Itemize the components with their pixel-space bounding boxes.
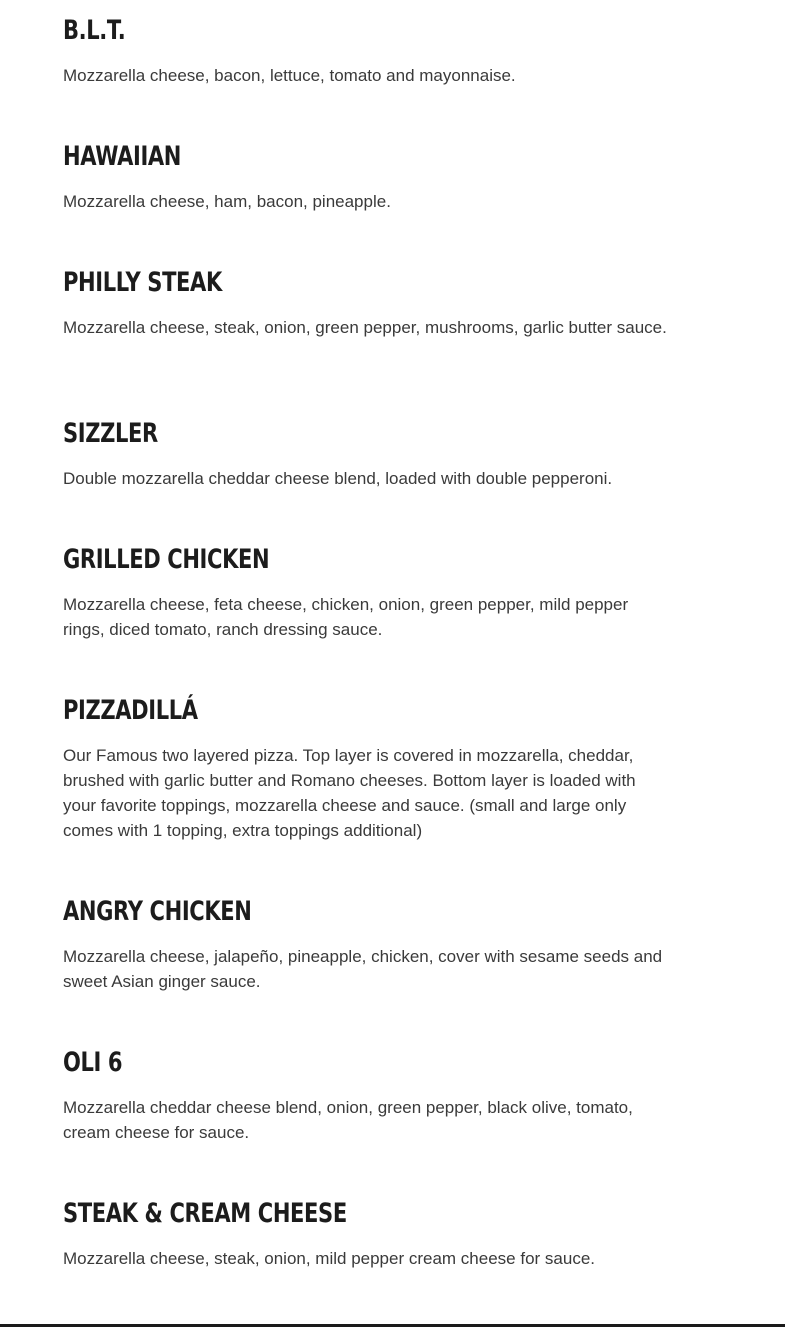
menu-item-description: Mozzarella cheese, steak, onion, mild pepper cream cheese for sauce. [63,1249,595,1268]
menu-item-title: ANGRY CHICKEN [63,896,252,927]
menu-item-title: STEAK & CREAM CHEESE [63,1198,347,1229]
menu-item-title: PIZZADILLÁ [63,695,198,726]
menu-item [63,1198,673,1268]
menu-item-description: Mozzarella cheese, jalapeño, pineapple, chicken, cover with sesame seeds and sweet Asian ginger sauce. [63,947,663,991]
menu-item-title: B.L.T. [63,15,126,46]
menu-item-title: OLI 6 [63,1047,123,1078]
menu-item [63,695,673,840]
menu-item-title: GRILLED CHICKEN [63,544,270,575]
menu-item [63,896,673,991]
menu-item-description: Mozzarella cheddar cheese blend, onion, green pepper, black olive, tomato, cream cheese for sauce. [63,1098,633,1142]
menu-item-description: Mozzarella cheese, bacon, lettuce, tomato and mayonnaise. [63,66,516,85]
menu-item-description: Mozzarella cheese, ham, bacon, pineapple. [63,192,391,211]
menu-item-description: Mozzarella cheese, feta cheese, chicken, onion, green pepper, mild pepper rings, diced tomato, ranch dressing sauce. [63,595,629,639]
menu-item [63,544,673,639]
menu-item [63,141,673,211]
menu-item-title: PHILLY STEAK [63,267,222,298]
menu-item [63,418,673,488]
menu-item [63,1047,673,1142]
menu-item [63,15,673,85]
menu-item-title: HAWAIIAN [63,141,182,172]
menu-item-description: Mozzarella cheese, steak, onion, green pepper, mushrooms, garlic butter sauce. [63,318,667,337]
menu-item [63,267,673,337]
menu-item-title: SIZZLER [63,418,158,449]
menu-item-description: Double mozzarella cheddar cheese blend, loaded with double pepperoni. [63,469,613,488]
menu-item-description: Our Famous two layered pizza. Top layer is covered in mozzarella, cheddar, brushed with garlic butter and Romano cheeses. Bottom layer is loaded with your favorite toppings, mozzarella cheese and sauce. (small and large only comes with 1 topping, extra toppings additional) [63,746,636,840]
